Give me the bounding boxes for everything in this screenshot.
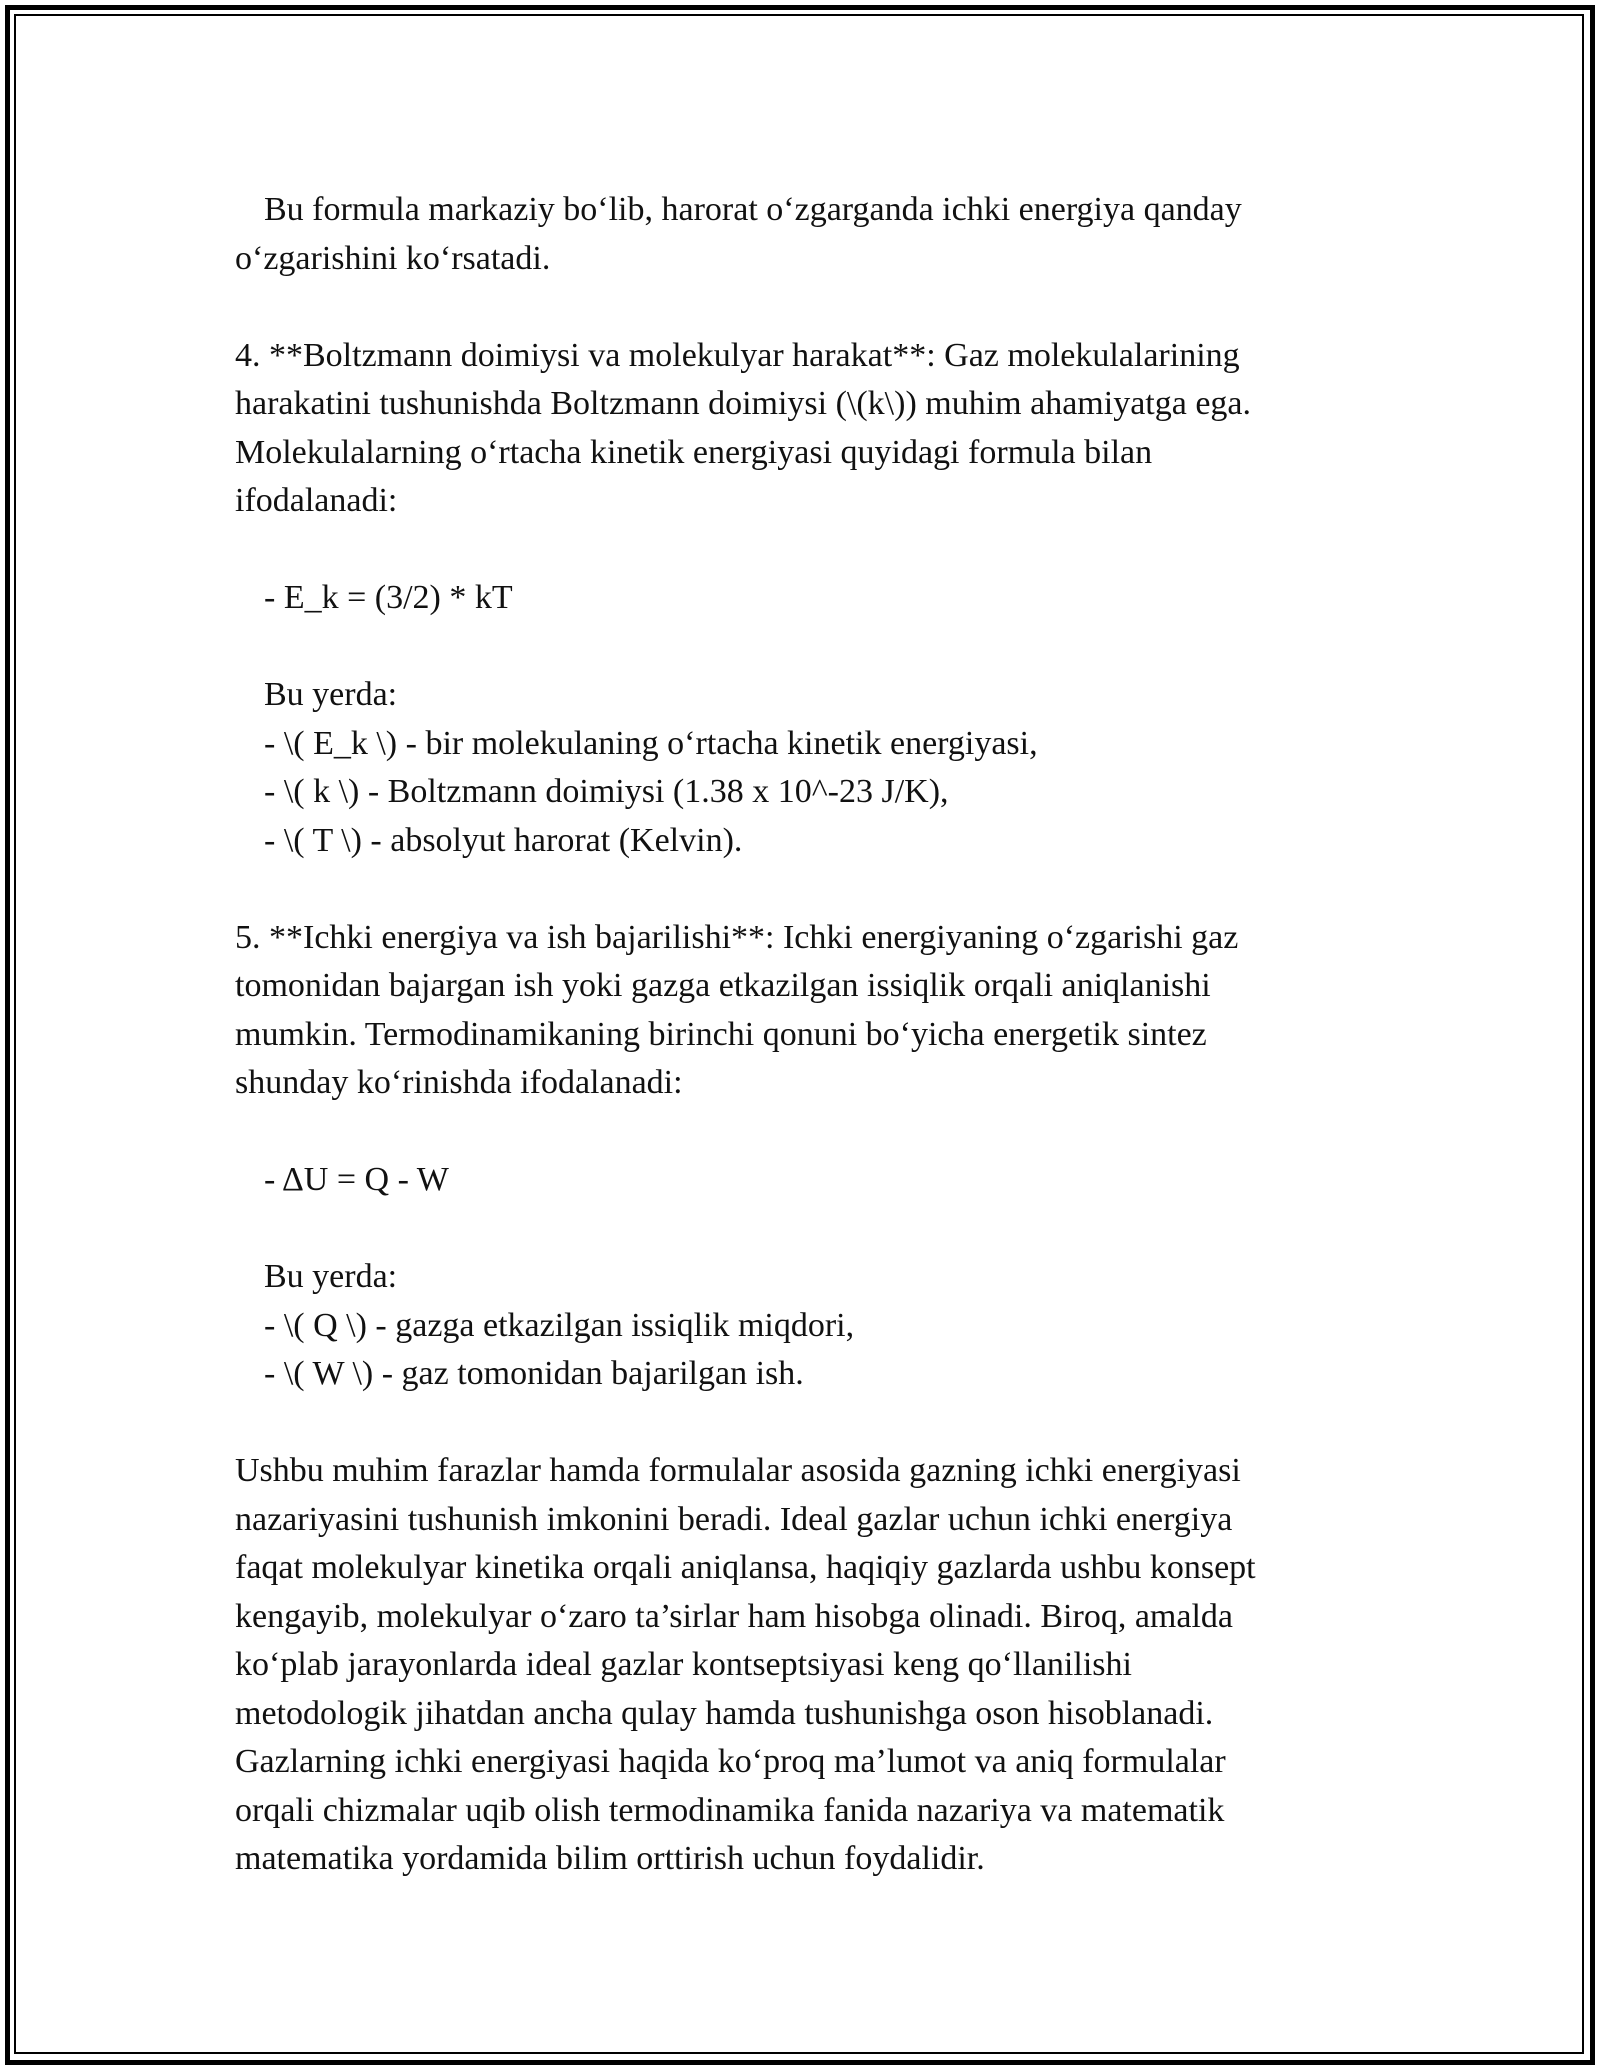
document-body <box>235 186 1345 1932</box>
definition-item: - \( Q \) - gazga etkazilgan issiqlik miqdori, <box>264 1306 855 1344</box>
text-line: kengayib, molekulyar o‘zaro ta’sirlar ham hisobga olinadi. Biroq, amalda <box>235 1597 1233 1635</box>
definitions-heading: Bu yerda: <box>264 676 398 713</box>
text-line: orqali chizmalar uqib olish termodinamika fanida nazariya va matematik <box>235 1791 1225 1829</box>
text-line: 5. **Ichki energiya va ish bajarilishi**: Ichki energiyaning o‘zgarishi gaz <box>235 918 1239 956</box>
text-line: metodologik jihatdan ancha qulay hamda tushunishga oson hisoblanadi. <box>235 1694 1214 1732</box>
definition-item: - \( W \) - gaz tomonidan bajarilgan ish. <box>264 1355 804 1392</box>
definitions-list-2 <box>235 1253 1345 1399</box>
text-line: Molekulalarning o‘rtacha kinetik energiyasi quyidagi formula bilan <box>235 433 1153 471</box>
paragraph-formula-note-cont <box>235 235 1345 284</box>
text-line: ko‘plab jarayonlarda ideal gazlar kontseptsiyasi keng qo‘llanilishi <box>235 1646 1132 1683</box>
formula-kinetic-energy <box>235 574 1345 623</box>
text-line: tomonidan bajargan ish yoki gazga etkazilgan issiqlik orqali aniqlanishi <box>235 967 1211 1004</box>
text-line: o‘zgarishini ko‘rsatadi. <box>235 239 551 277</box>
paragraph-conclusion <box>235 1447 1345 1884</box>
text-line: ifodalanadi: <box>235 482 398 519</box>
paragraph-boltzmann <box>235 332 1345 526</box>
text-line: 4. **Boltzmann doimiysi va molekulyar harakat**: Gaz molekulalarining <box>235 336 1240 374</box>
paragraph-internal-energy-work <box>235 914 1345 1108</box>
paragraph-formula-note <box>235 186 1345 235</box>
formula-line: - E_k = (3/2) * kT <box>264 579 513 616</box>
text-line: shunday ko‘rinishda ifodalanadi: <box>235 1064 683 1101</box>
formula-line: - ΔU = Q - W <box>264 1161 449 1198</box>
text-line: faqat molekulyar kinetika orqali aniqlansa, haqiqiy gazlarda ushbu konsept <box>235 1549 1256 1586</box>
text-line: Ushbu muhim farazlar hamda formulalar asosida gazning ichki energiyasi <box>235 1452 1241 1489</box>
formula-first-law <box>235 1156 1345 1205</box>
definition-item: - \( T \) - absolyut harorat (Kelvin). <box>264 821 743 859</box>
text-line: mumkin. Termodinamikaning birinchi qonuni bo‘yicha energetik sintez <box>235 1015 1207 1053</box>
definition-item: - \( E_k \) - bir molekulaning o‘rtacha kinetik energiyasi, <box>264 724 1038 762</box>
definitions-list-1 <box>235 671 1345 865</box>
text-line: nazariyasini tushunish imkonini beradi. Ideal gazlar uchun ichki energiya <box>235 1500 1233 1538</box>
text-line: harakatini tushunishda Boltzmann doimiysi (\(k\)) muhim ahamiyatga ega. <box>235 385 1251 422</box>
definitions-heading: Bu yerda: <box>264 1258 398 1295</box>
text-line: Bu formula markaziy bo‘lib, harorat o‘zgarganda ichki energiya qanday <box>264 191 1242 228</box>
text-line: Gazlarning ichki energiyasi haqida ko‘proq ma’lumot va aniq formulalar <box>235 1743 1226 1780</box>
text-line: matematika yordamida bilim orttirish uchun foydalidir. <box>235 1840 985 1877</box>
definition-item: - \( k \) - Boltzmann doimiysi (1.38 x 10^-23 J/K), <box>264 773 949 810</box>
